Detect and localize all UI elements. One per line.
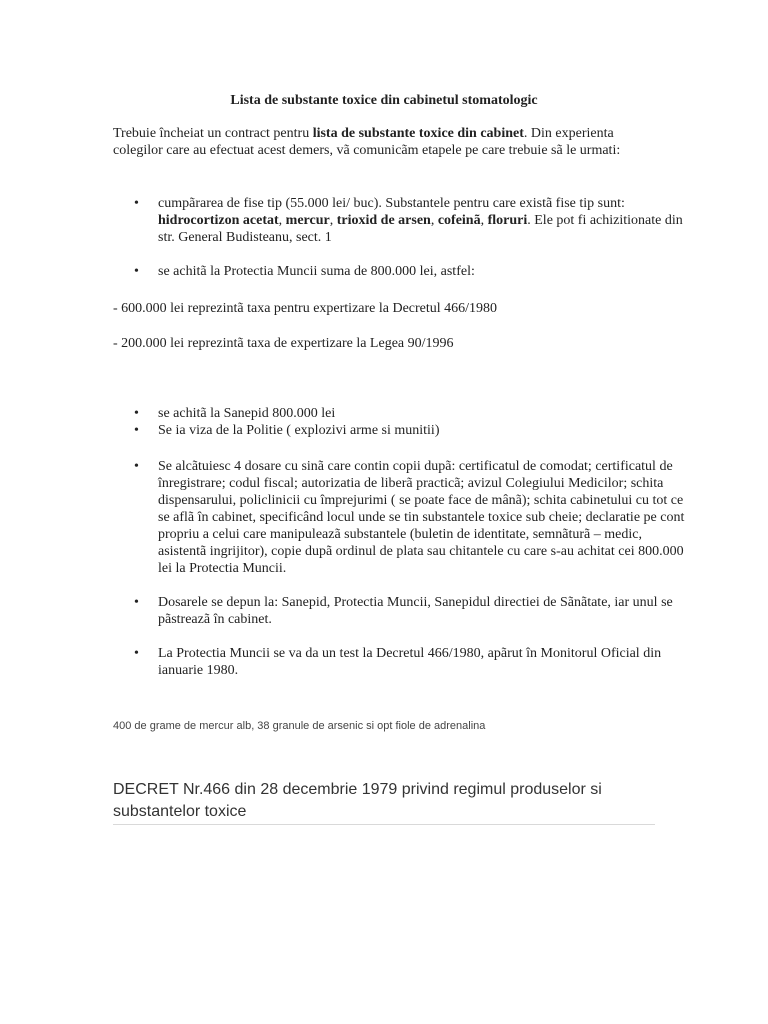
fee-200-paragraph: - 200.000 lei reprezintã taxa de expertizare la Legea 90/1996: [113, 336, 454, 351]
intro-text-1: Trebuie încheiat un contract pentru: [113, 126, 313, 141]
bullet-icon: •: [134, 459, 139, 474]
list-item: [134, 594, 688, 628]
substance-name: hidrocortizon acetat: [158, 213, 279, 228]
item-text: Dosarele se depun la: Sanepid, Protectia Muncii, Sanepidul directiei de Sãnãtate, iar unul se pãstreazã în cabinet.: [158, 595, 673, 627]
substance-name: cofeinã: [437, 213, 481, 228]
item-text: La Protectia Muncii se va da un test la Decretul 466/1980, apãrut în Monitorul Oficial din ianuarie 1980.: [158, 646, 662, 678]
item-text: . Ele pot fi achizitionate din str. General Budisteanu, sect. 1: [158, 213, 683, 245]
item-text: se achitã la Protectia Muncii suma de 800.000 lei, astfel:: [158, 264, 475, 279]
item-text: se achitã la Sanepid 800.000 lei: [158, 406, 336, 421]
bullet-icon: •: [134, 196, 139, 211]
document-title: Lista de substante toxice din cabinetul stomatologic: [230, 93, 538, 108]
heading-divider: [113, 824, 655, 825]
steps-list-a: [113, 195, 688, 280]
intro-text-2: . Din experienta colegilor care au efectuat acest demers, vã comunicãm etapele pe care trebuie sã le urmati:: [113, 126, 621, 158]
list-item: [134, 263, 688, 280]
substance-name: floruri: [487, 213, 528, 228]
substance-name: trioxid de arsen: [336, 213, 431, 228]
steps-list-c: [113, 458, 688, 679]
list-item: [134, 422, 688, 439]
item-text: cumpãrarea de fise tip (55.000 lei/ buc). Substantele pentru care existã fise tip sunt:: [158, 196, 625, 211]
substance-name: mercur: [285, 213, 330, 228]
intro-bold: lista de substante toxice din cabinet: [312, 126, 524, 141]
list-item: [134, 645, 688, 679]
steps-list-b: [113, 405, 688, 439]
separator: ,: [329, 213, 337, 228]
bullet-icon: •: [134, 406, 139, 421]
separator: ,: [430, 213, 438, 228]
separator: ,: [278, 213, 286, 228]
bullet-icon: •: [134, 595, 139, 610]
bullet-icon: •: [134, 264, 139, 279]
intro-paragraph: [113, 125, 653, 159]
bullet-icon: •: [134, 646, 139, 661]
fee-600-paragraph: - 600.000 lei reprezintã taxa pentru expertizare la Decretul 466/1980: [113, 301, 498, 316]
bullet-icon: •: [134, 423, 139, 438]
description-note: 400 de grame de mercur alb, 38 granule de arsenic si opt fiole de adrenalina: [113, 720, 486, 732]
item-text: Se ia viza de la Politie ( explozivi arme si munitii): [158, 423, 440, 438]
list-item: [134, 405, 688, 422]
list-item: [134, 458, 688, 577]
list-item: [134, 195, 688, 246]
decree-heading: DECRET Nr.466 din 28 decembrie 1979 privind regimul produselor si substantelor toxice: [113, 781, 602, 820]
separator: ,: [480, 213, 488, 228]
item-text: Se alcãtuiesc 4 dosare cu sinã care contin copii dupã: certificatul de comodat; certificatul de înregistrare; codul fiscal; autorizatia de liberã practicã; avizul Colegiului Medicilor; schita dispensarului, policlinicii cu împrejurimi ( se poate face de mânã); schita cabinetului cu tot ce se aflã în cabinet, specificând locul unde se tin substantele toxice sub cheie; declaratie pe cont propriu a celui care manipuleazã substantele (buletin de identitate, semnãturã – medic, asistentã ingrijitor), copie dupã ordinul de plata sau chitantele cu care s-au achitat cei 800.000 lei la Protectia Muncii.: [158, 459, 685, 576]
